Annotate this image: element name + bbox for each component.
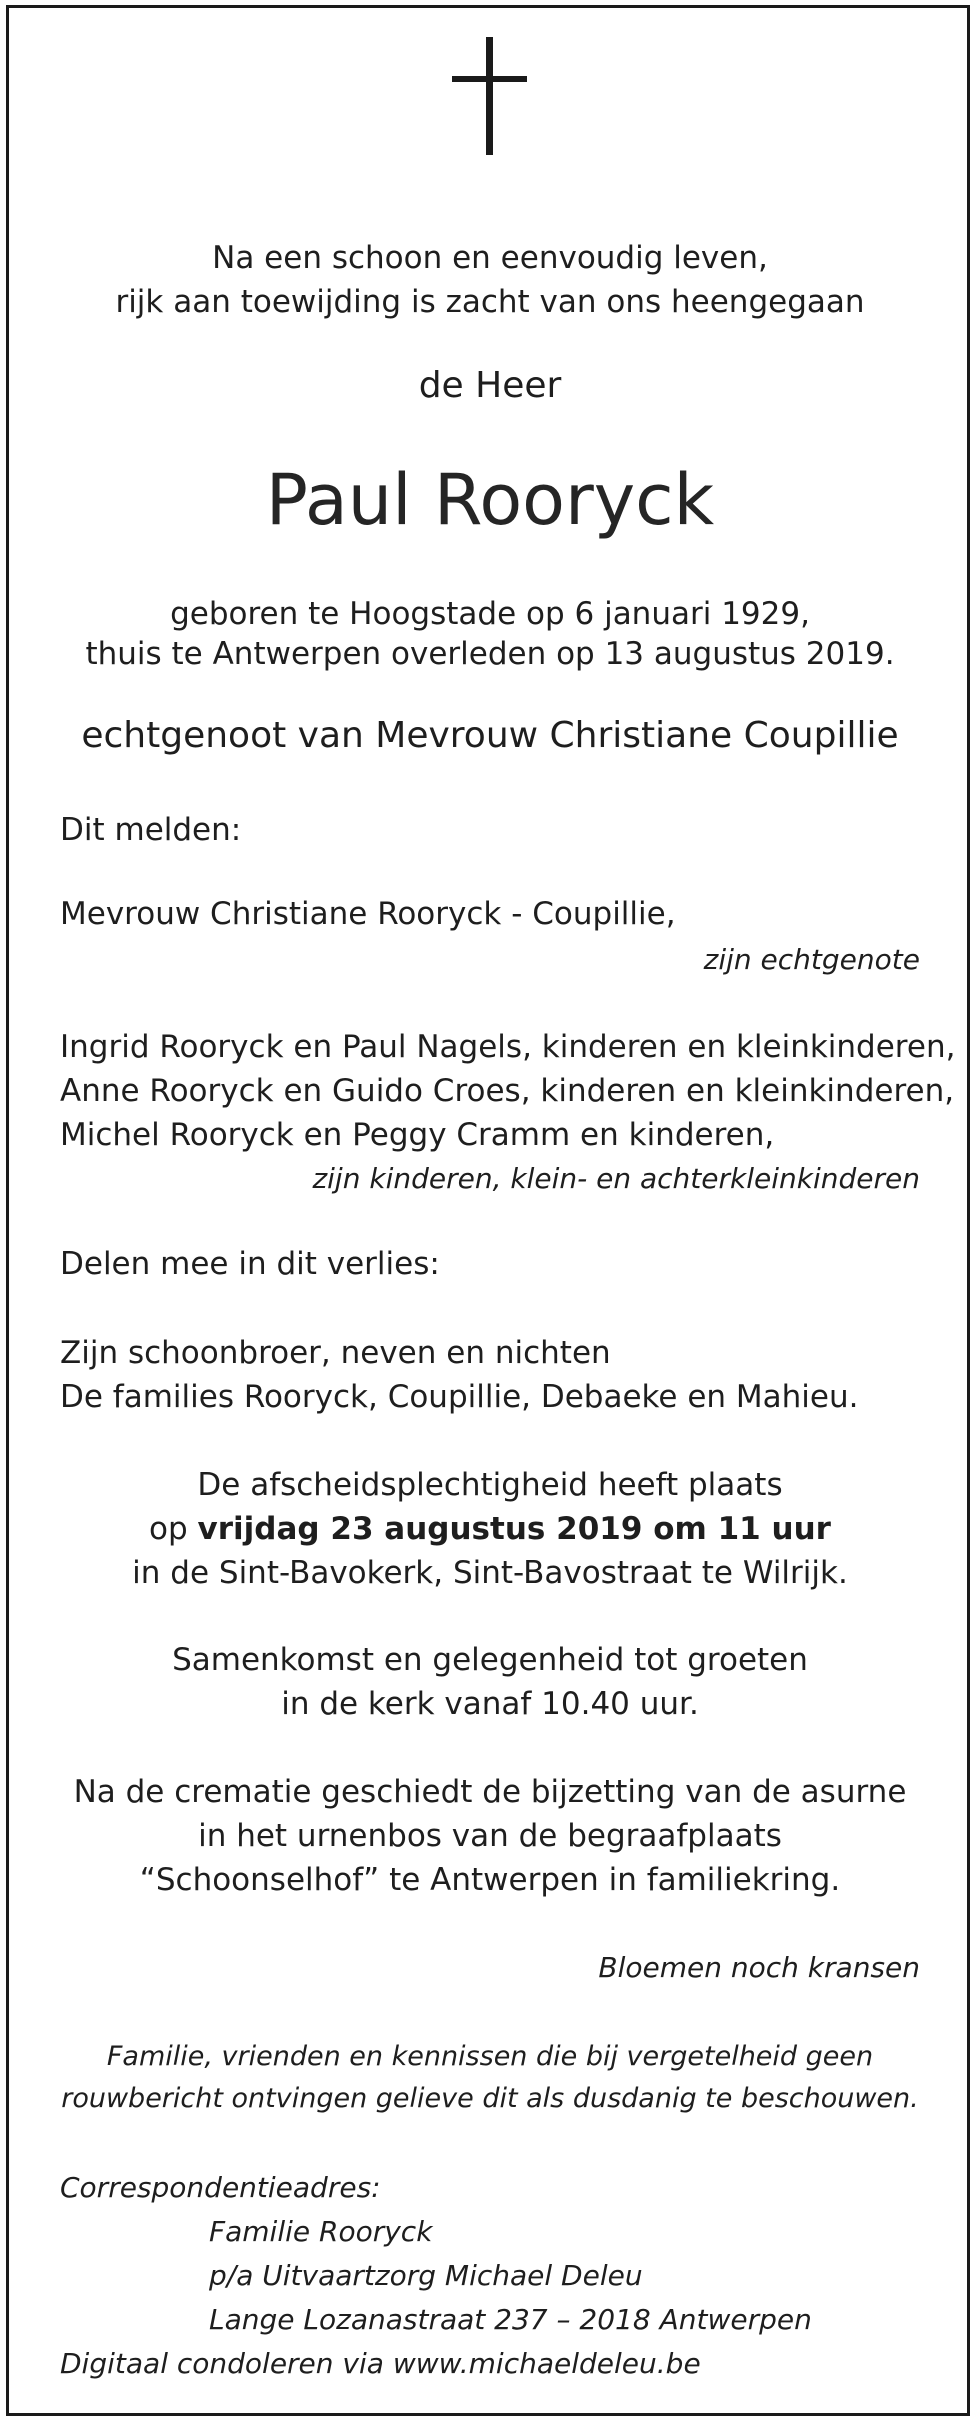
cremation-line-3: “Schoonselhof” te Antwerpen in familiekring. [139,1862,841,1898]
cremation-line-1: Na de crematie geschiedt de bijzetting van de asurne [73,1774,907,1810]
children-line-3: Michel Rooryck en Peggy Cramm en kinderen, [60,1117,775,1153]
children-line-2: Anne Rooryck en Guido Croes, kinderen en kleinkinderen, [60,1073,955,1109]
gathering-line-1: Samenkomst en gelegenheid tot groeten [172,1642,808,1678]
ceremony-line-3: in de Sint-Bavokerk, Sint-Bavostraat te Wilrijk. [132,1555,848,1591]
flowers-note: Bloemen noch kransen [598,1951,920,1984]
ceremony-line-1: De afscheidsplechtigheid heeft plaats [197,1467,783,1503]
notice-line-2: rouwbericht ontvingen gelieve dit als dusdanig te beschouwen. [61,2083,919,2114]
relatives-line-2: De families Rooryck, Coupillie, Debaeke en Mahieu. [60,1379,859,1415]
notice-line-1: Familie, vrienden en kennissen die bij vergetelheid geen [106,2041,874,2072]
correspondence-label: Correspondentieadres: [60,2171,381,2204]
correspondence-line-2: p/a Uitvaartzorg Michael Deleu [209,2259,643,2292]
correspondence-line-1: Familie Rooryck [209,2215,433,2248]
children-line-1: Ingrid Rooryck en Paul Nagels, kinderen en kleinkinderen, [60,1029,956,1065]
birth-line: geboren te Hoogstade op 6 januari 1929, [170,596,810,632]
death-line: thuis te Antwerpen overleden op 13 augustus 2019. [85,636,895,672]
children-role: zijn kinderen, klein- en achterkleinkinderen [312,1162,920,1195]
correspondence-line-3: Lange Lozanastraat 237 – 2018 Antwerpen [209,2303,812,2336]
announce-label: Dit melden: [60,812,242,848]
spouse-line: echtgenoot van Mevrouw Christiane Coupillie [81,715,899,756]
intro-line-1: Na een schoon en eenvoudig leven, [212,240,768,276]
intro-line-2: rijk aan toewijding is zacht van ons heengegaan [115,284,865,320]
spouse-role: zijn echtgenote [703,943,920,976]
condolence-link: Digitaal condoleren via www.michaeldeleu.be [60,2347,701,2380]
sharing-label: Delen mee in dit verlies: [60,1246,440,1282]
spouse-name: Mevrouw Christiane Rooryck - Coupillie, [60,896,676,932]
cremation-line-2: in het urnenbos van de begraafplaats [198,1818,782,1854]
salutation: de Heer [418,365,562,406]
deceased-name: Paul Rooryck [265,459,715,541]
ceremony-date: vrijdag 23 augustus 2019 om 11 uur [197,1511,831,1547]
ceremony-prefix: op [149,1511,198,1547]
gathering-line-2: in de kerk vanaf 10.40 uur. [281,1686,699,1722]
ceremony-line-2 [0,1507,980,1551]
relatives-line-1: Zijn schoonbroer, neven en nichten [60,1335,611,1371]
